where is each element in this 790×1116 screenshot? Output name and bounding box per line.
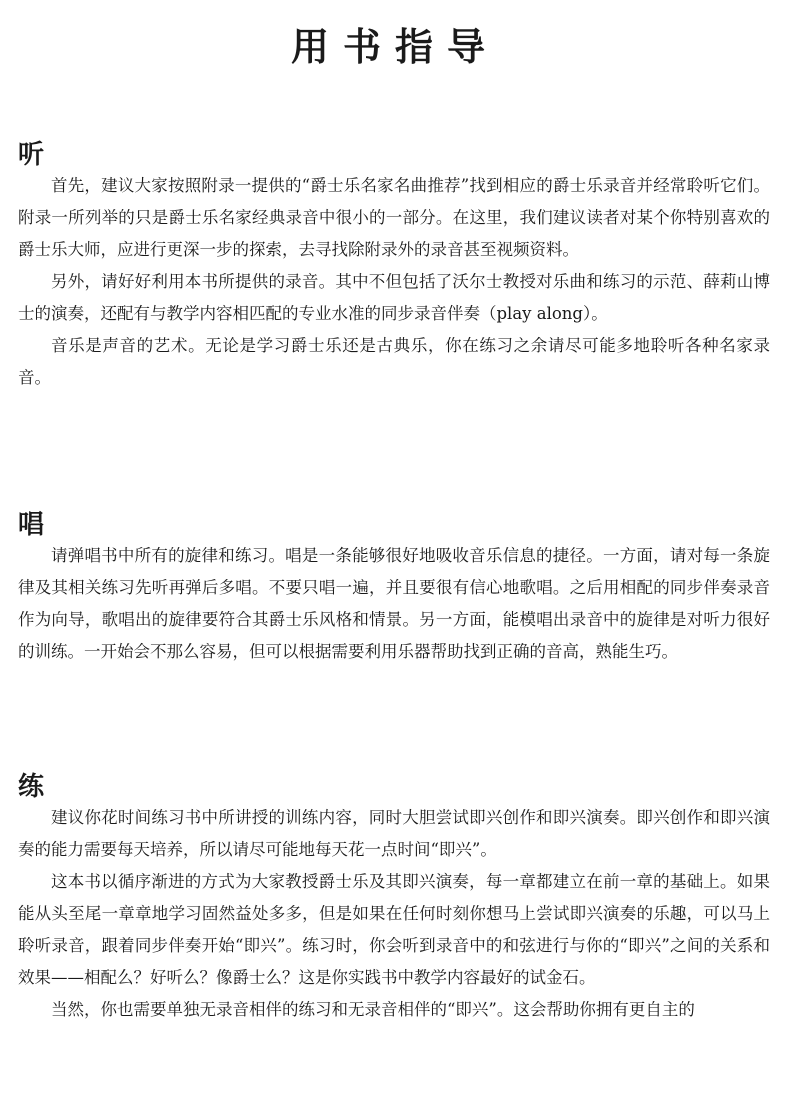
section-heading-practice: 练 (18, 772, 45, 802)
section-heading-sing: 唱 (18, 510, 45, 540)
section-heading-listen: 听 (18, 140, 45, 170)
page-title: 用书指导 (290, 25, 499, 69)
paragraph: 当然，你也需要单独无录音相伴的练习和无录音相伴的“即兴”。这会帮助你拥有更自主的 (51, 1000, 695, 1019)
paragraph: 这本书以循序渐进的方式为大家教授爵士乐及其即兴演奏，每一章都建立在前一章的基础上。如果能从头至尾一章章地学习固然益处多多，但是如果在任何时刻你想马上尝试即兴演奏的乐趣，可以马上聆听录音，跟着同步伴奏开始“即兴”。练习时，你会听到录音中的和弦进行与你的“即兴”之间的关系和效果——相配么？好听么？像爵士么？这是你实践书中教学内容最好的试金石。 (18, 872, 770, 987)
paragraph: 建议你花时间练习书中所讲授的训练内容，同时大胆尝试即兴创作和即兴演奏。即兴创作和即兴演奏的能力需要每天培养，所以请尽可能地每天花一点时间“即兴”。 (18, 808, 770, 859)
section-listen (18, 140, 770, 394)
section-sing (18, 510, 770, 668)
paragraph: 另外，请好好利用本书所提供的录音。其中不但包括了沃尔士教授对乐曲和练习的示范、薛莉山博士的演奏，还配有与教学内容相匹配的专业水准的同步录音伴奏（play along）。 (18, 272, 770, 323)
paragraph: 请弹唱书中所有的旋律和练习。唱是一条能够很好地吸收音乐信息的捷径。一方面，请对每一条旋律及其相关练习先听再弹后多唱。不要只唱一遍，并且要很有信心地歌唱。之后用相配的同步伴奏录音作为向导，歌唱出的旋律要符合其爵士乐风格和情景。另一方面，能模唱出录音中的旋律是对听力很好的训练。一开始会不那么容易，但可以根据需要利用乐器帮助找到正确的音高，熟能生巧。 (18, 546, 770, 661)
section-practice (18, 772, 770, 1026)
paragraph: 音乐是声音的艺术。无论是学习爵士乐还是古典乐，你在练习之余请尽可能多地聆听各种名家录音。 (18, 336, 770, 387)
paragraph: 首先，建议大家按照附录一提供的“爵士乐名家名曲推荐”找到相应的爵士乐录音并经常聆听它们。附录一所列举的只是爵士乐名家经典录音中很小的一部分。在这里，我们建议读者对某个你特别喜欢的爵士乐大师，应进行更深一步的探索，去寻找除附录外的录音甚至视频资料。 (18, 176, 770, 259)
